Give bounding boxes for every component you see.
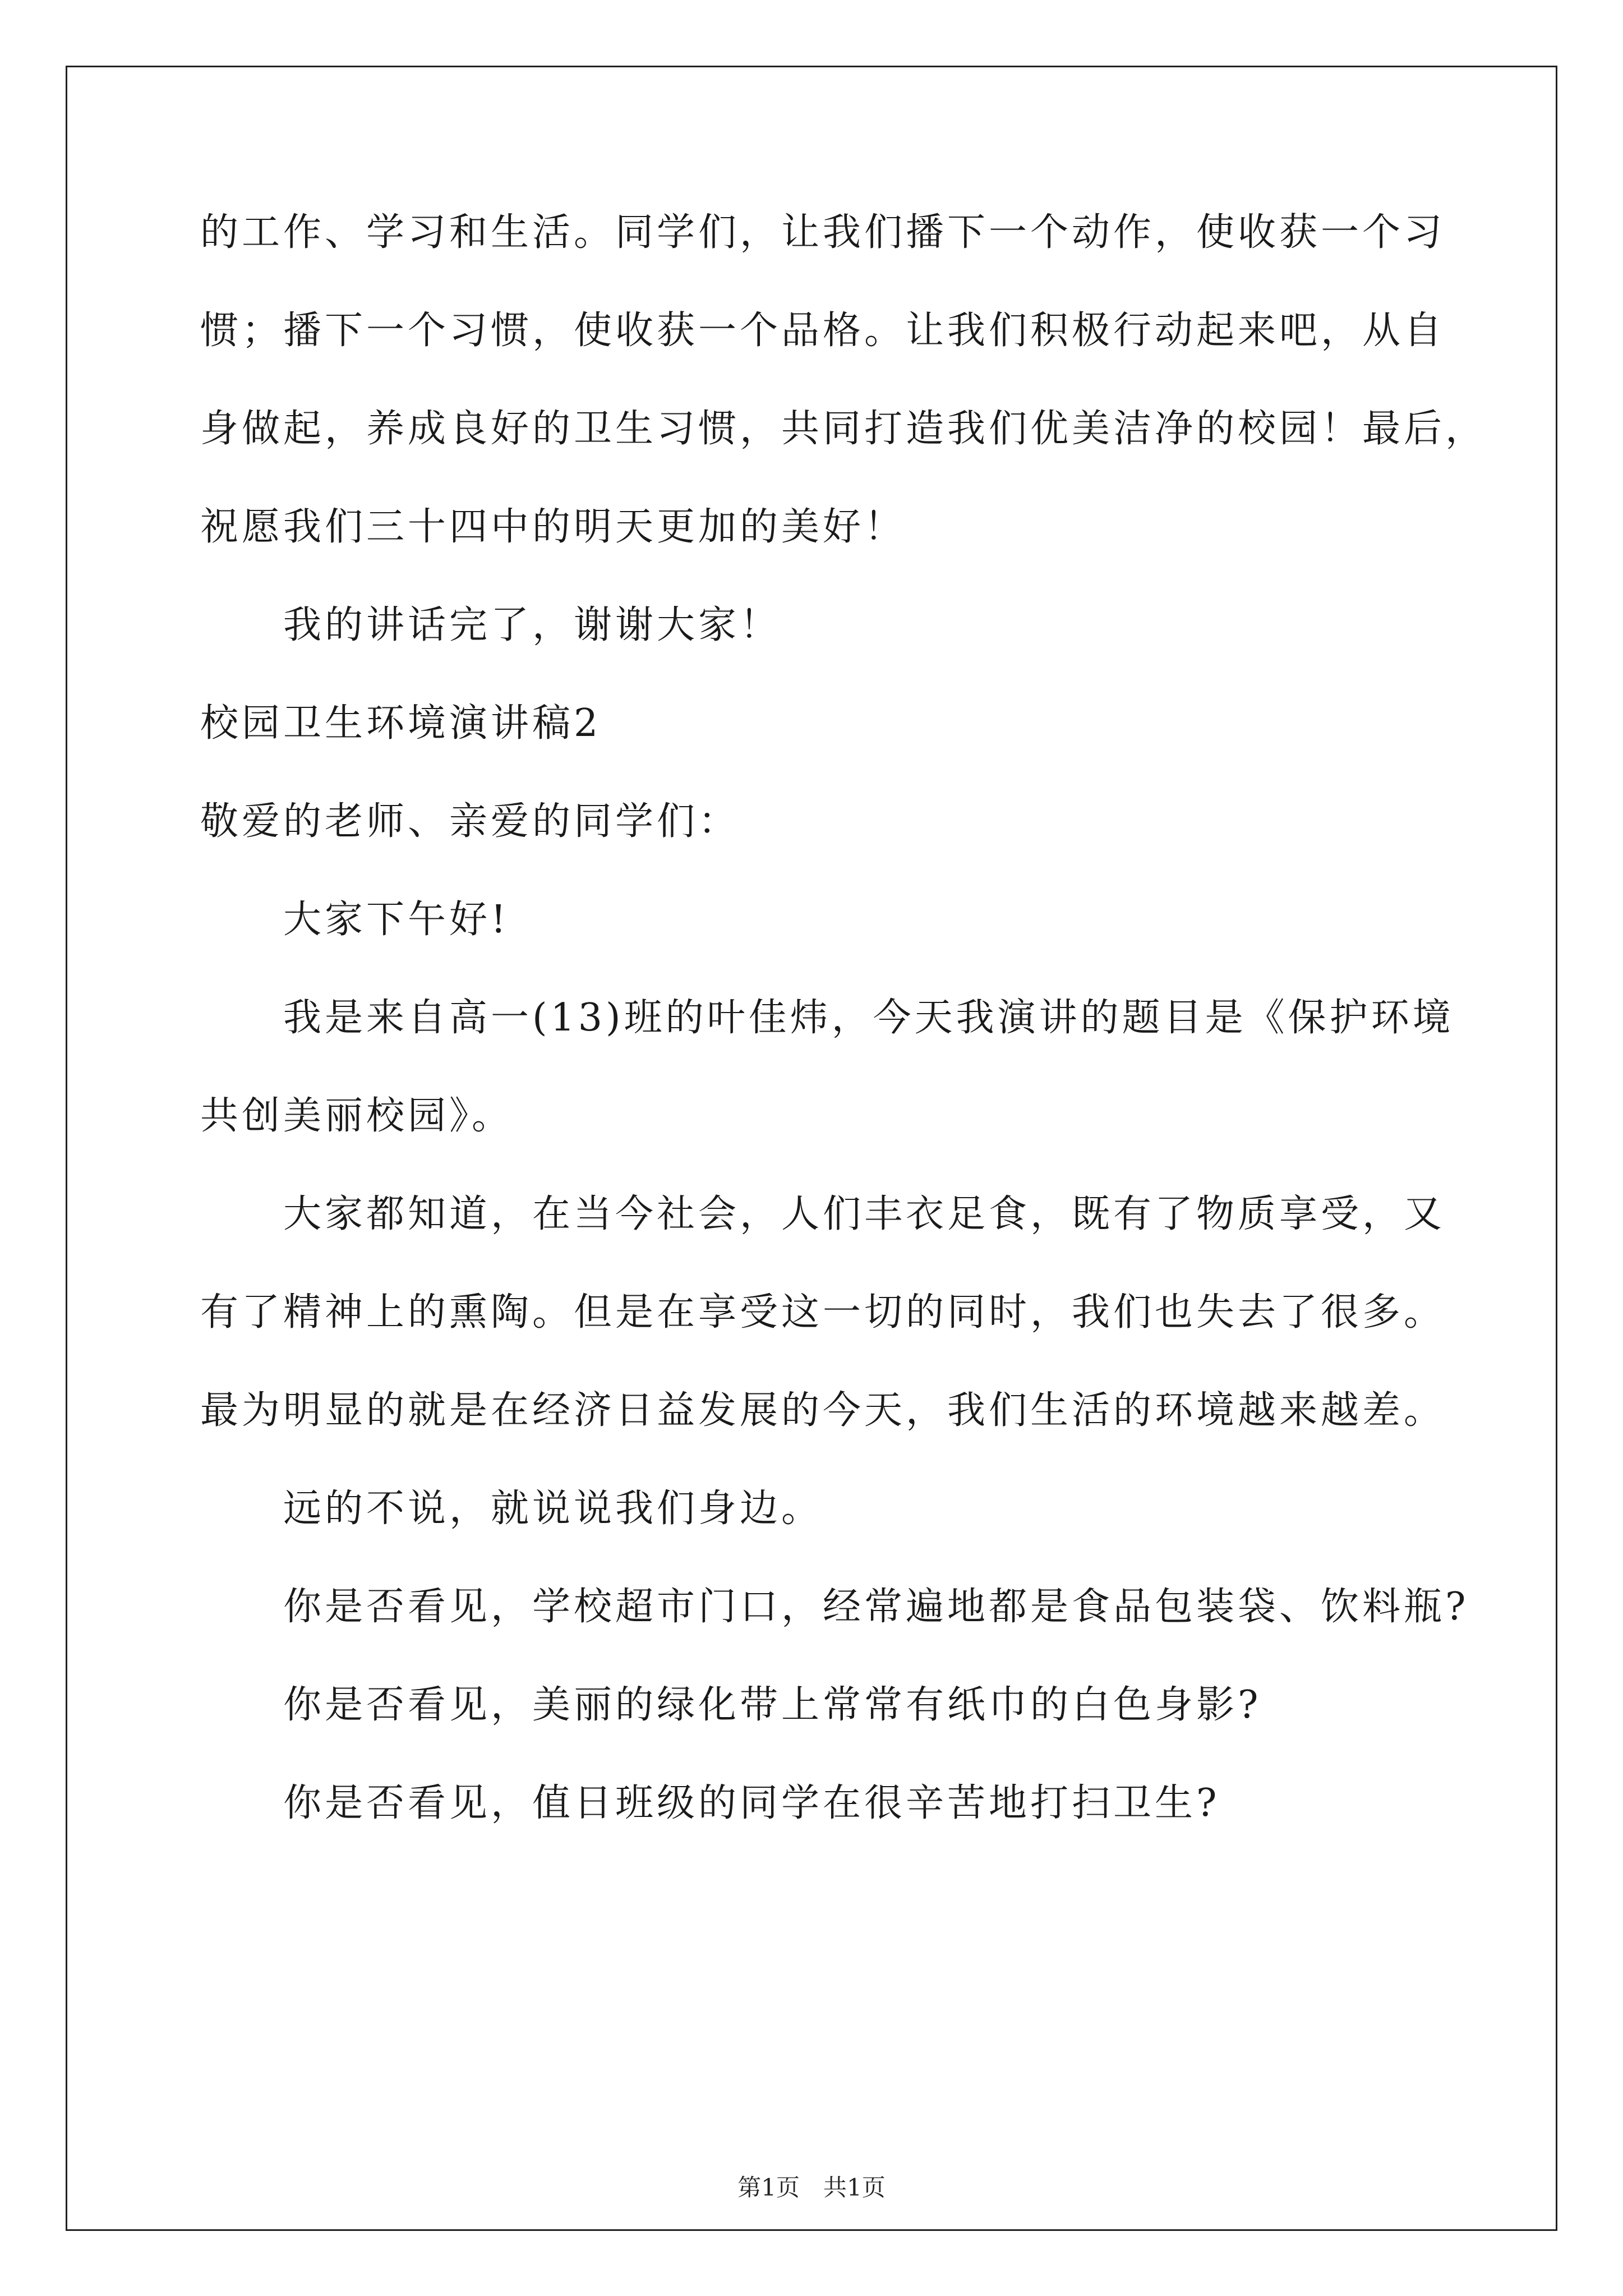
page-number-footer: 第1页 共1页 bbox=[737, 2174, 886, 2201]
text-line: 有了精神上的熏陶。但是在享受这一切的同时，我们也失去了很多。 bbox=[200, 1290, 1446, 1335]
closing-remark: 我的讲话完了，谢谢大家！ bbox=[283, 603, 782, 647]
text-line: 身做起，养成良好的卫生习惯，共同打造我们优美洁净的校园！最后， bbox=[200, 407, 1487, 451]
text-line: 祝愿我们三十四中的明天更加的美好！ bbox=[200, 505, 906, 549]
section-title: 校园卫生环境演讲稿2 bbox=[200, 701, 602, 746]
text-line: 惯；播下一个习惯，使收获一个品格。让我们积极行动起来吧，从自 bbox=[200, 309, 1446, 353]
greeting: 大家下午好! bbox=[283, 898, 510, 942]
page-border bbox=[66, 66, 1557, 2231]
text-line: 大家都知道，在当今社会，人们丰衣足食，既有了物质享受，又 bbox=[283, 1192, 1446, 1236]
text-line: 你是否看见，学校超市门口，经常遍地都是食品包装袋、饮料瓶? bbox=[283, 1585, 1469, 1629]
text-line: 的工作、学习和生活。同学们，让我们播下一个动作，使收获一个习 bbox=[200, 210, 1446, 255]
text-line: 你是否看见，值日班级的同学在很辛苦地打扫卫生? bbox=[283, 1781, 1220, 1825]
text-line: 最为明显的就是在经济日益发展的今天，我们生活的环境越来越差。 bbox=[200, 1388, 1446, 1433]
text-line: 我是来自高一(13)班的叶佳炜，今天我演讲的题目是《保护环境 bbox=[283, 996, 1454, 1040]
salutation: 敬爱的老师、亲爱的同学们： bbox=[200, 799, 740, 844]
text-line: 远的不说，就说说我们身边。 bbox=[283, 1487, 823, 1531]
text-line: 你是否看见，美丽的绿化带上常常有纸巾的白色身影? bbox=[283, 1683, 1262, 1727]
text-line: 共创美丽校园》。 bbox=[200, 1094, 514, 1138]
